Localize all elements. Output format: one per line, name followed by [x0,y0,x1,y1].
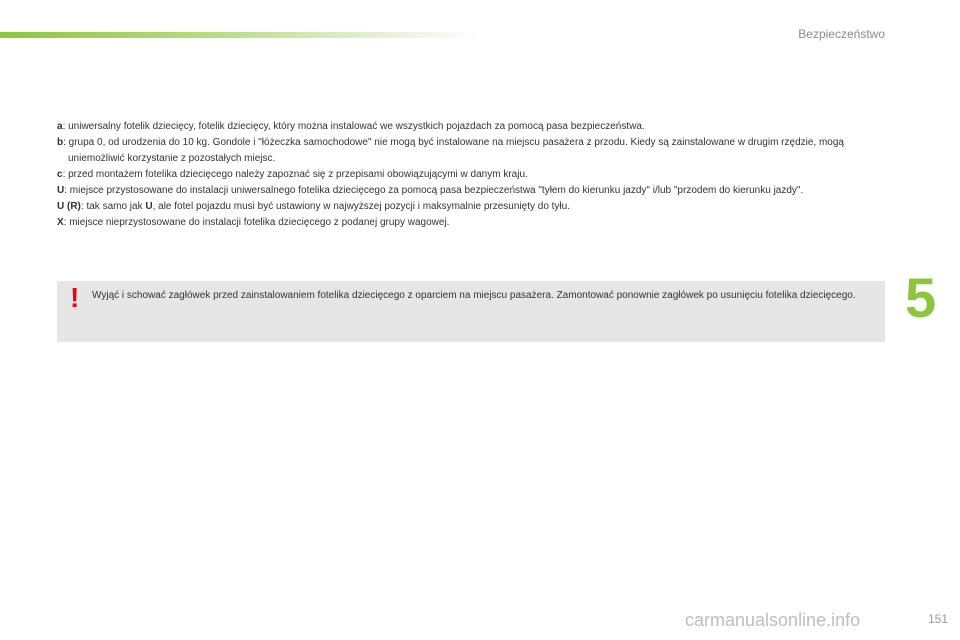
definition-item [57,167,892,183]
definition-text: : przed montażem fotelika dziecięcego należy zapoznać się z przepisami obowiązującymi w danym kraju. [62,169,528,180]
definition-key: X [57,217,64,228]
definition-text-continued: , ale fotel pojazdu musi być ustawiony w najwyższej pozycji i maksymalnie przesunięty do tyłu. [152,201,570,212]
definition-key: U [57,185,65,196]
definition-item [57,135,892,167]
section-title: Bezpieczeństwo [798,27,885,41]
definition-text: : grupa 0, od urodzenia do 10 kg. Gondole i "łóżeczka samochodowe" nie mogą być instalowane na miejscu pasażera z przodu. Kiedy są zainstalowane w drugim rzędzie, mogą uniemożliwić korzystanie z pozostałych miejsc. [63,137,844,164]
warning-text: Wyjąć i schować zagłówek przed zainstalowaniem fotelika dziecięcego z oparciem na miejscu pasażera. Zamontować ponownie zagłówek po usunięciu fotelika dziecięcego. [92,290,856,301]
definition-text: : miejsce przystosowane do instalacji uniwersalnego fotelika dziecięcego za pomocą pasa bezpieczeństwa "tyłem do kierunku jazdy" i/lub "przodem do kierunku jazdy". [64,185,804,196]
definition-item [57,183,892,199]
definition-item [57,199,892,215]
definition-text: : miejsce nieprzystosowane do instalacji fotelika dziecięcego z podanej grupy wagowej. [63,217,450,228]
definition-item [57,215,892,231]
definition-key: b [57,137,64,148]
chapter-number: 5 [905,266,937,329]
definition-text: : uniwersalny fotelik dziecięcy, fotelik dziecięcy, który można instalować we wszystkich pojazdach za pomocą pasa bezpieczeństwa. [62,121,645,132]
warning-exclamation-icon: ! [70,282,80,313]
definition-text: : tak samo jak [80,201,146,212]
page-number: 151 [927,612,948,626]
definition-key: U (R) [57,201,81,212]
definition-key-inline: U [145,201,153,212]
definition-item [57,119,892,135]
header-accent-bar [0,32,480,38]
definition-key: c [57,169,63,180]
definitions-list [57,119,892,231]
definition-key: a [57,121,63,132]
watermark: carmanualsonline.info [685,610,861,630]
